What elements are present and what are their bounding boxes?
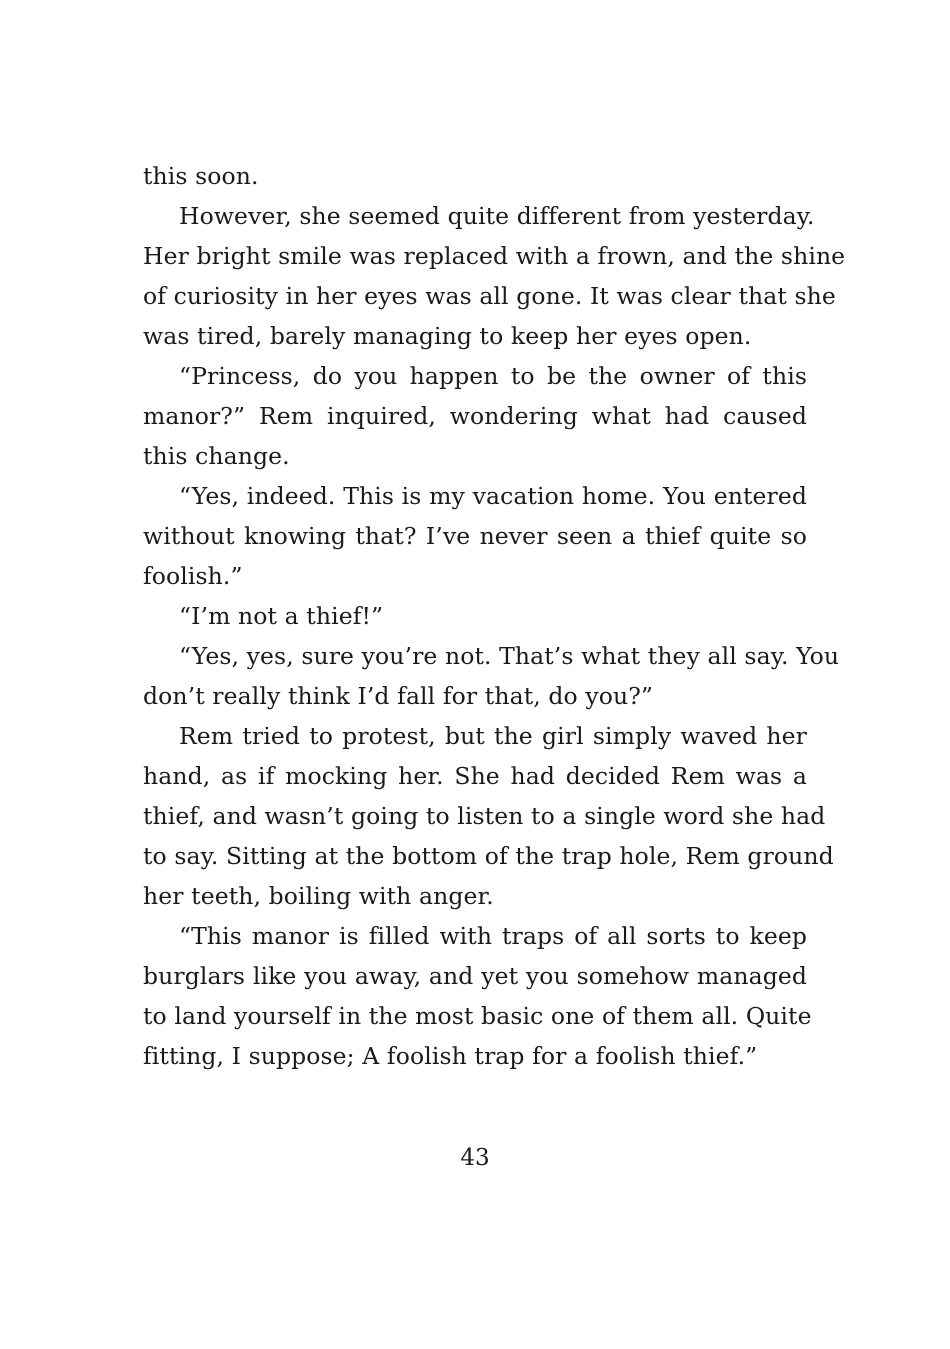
text-line: this soon. xyxy=(143,162,259,190)
text-line: to say. Sitting at the bottom of the trap hole, Rem ground xyxy=(143,842,834,870)
text-line: without knowing that? I’ve never seen a thief quite so xyxy=(143,522,807,550)
paragraph xyxy=(143,356,807,476)
text-line: hand, as if mocking her. She had decided Rem was a xyxy=(143,762,807,790)
paragraph xyxy=(143,916,812,1076)
text-line: thief, and wasn’t going to listen to a single word she had xyxy=(143,802,826,830)
text-line: fitting, I suppose; A foolish trap for a foolish thief.” xyxy=(143,1042,758,1070)
text-line: “Princess, do you happen to be the owner of this xyxy=(179,362,807,390)
paragraph xyxy=(143,716,834,916)
paragraph xyxy=(143,636,840,716)
text-line: “Yes, indeed. This is my vacation home. You entered xyxy=(179,482,807,510)
page-number: 43 xyxy=(460,1145,490,1171)
text-line: However, she seemed quite different from yesterday. xyxy=(179,202,815,230)
text-line: was tired, barely managing to keep her eyes open. xyxy=(143,322,752,350)
paragraph xyxy=(143,596,807,636)
text-line: Rem tried to protest, but the girl simply waved her xyxy=(179,722,807,750)
text-line: her teeth, boiling with anger. xyxy=(143,882,494,910)
text-line: “Yes, yes, sure you’re not. That’s what they all say. You xyxy=(179,642,840,670)
text-line: Her bright smile was replaced with a frown, and the shine xyxy=(143,242,846,270)
paragraph xyxy=(143,156,807,196)
text-line: “This manor is filled with traps of all sorts to keep xyxy=(179,922,807,950)
text-line: to land yourself in the most basic one of them all. Quite xyxy=(143,1002,812,1030)
text-line: don’t really think I’d fall for that, do you?” xyxy=(143,682,654,710)
text-line: of curiosity in her eyes was all gone. It was clear that she xyxy=(143,282,836,310)
text-line: “I’m not a thief!” xyxy=(179,602,384,630)
text-line: this change. xyxy=(143,442,290,470)
page-body xyxy=(143,156,846,1076)
text-line: manor?” Rem inquired, wondering what had caused xyxy=(143,402,807,430)
paragraph xyxy=(143,476,807,596)
text-line: burglars like you away, and yet you somehow managed xyxy=(143,962,807,990)
paragraph xyxy=(143,196,846,356)
text-line: foolish.” xyxy=(143,562,243,590)
